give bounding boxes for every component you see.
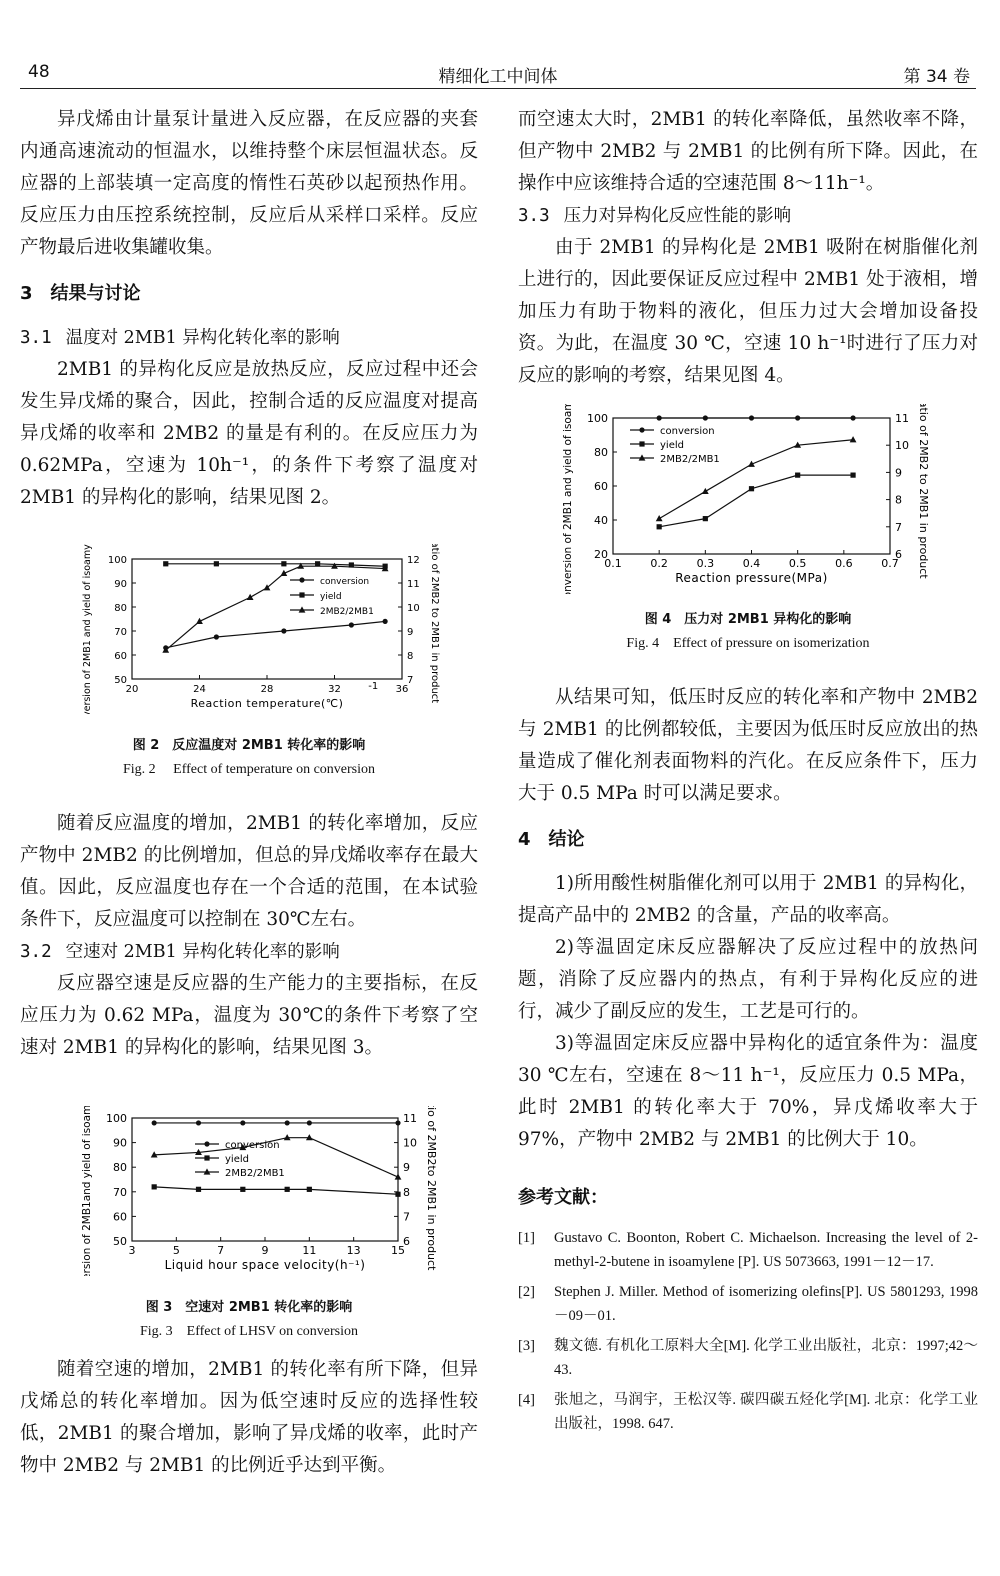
y-tick-label: 70 [114,627,127,638]
x-axis-label: Reaction pressure(MPa) [675,571,828,585]
y-right-tick-label: 12 [407,555,420,566]
y-right-tick-label: 9 [895,466,902,480]
x-tick-label: 0.4 [742,557,761,570]
data-point [163,561,168,566]
figure-2-chart [20,544,478,714]
x-tick-label: 36 [395,684,409,695]
paragraph: 反应器空速是反应器的生产能力的主要指标，在反应压力为 0.62 MPa，温度为 30℃的条件下考察了空速对 2MB1 的异构化的影响，结果见图 3。 [20,973,478,1058]
y-tick-label: 60 [114,651,127,662]
data-point [214,634,219,639]
y-right-axis-label: Ratio of 2MB2 to 2MB1 in product [429,544,440,704]
subsection-number: 3.2 [20,942,52,962]
reference-number: [4] [518,1392,535,1408]
caption-en: Fig. 4 Effect of pressure on isomerization [626,636,870,651]
legend-marker [299,592,304,597]
data-point [307,1120,312,1125]
x-tick-label: 0.7 [881,557,899,570]
paragraph: 异戊烯由计量泵计量进入反应器，在反应器的夹套内通高速流动的恒温水，以维持整个床层恒温状态。反应器的上部装填一定高度的惰性石英砂以起预热作用。反应压力由压控系统控制，反应后从采样口采样。反应产物最后进收集罐收集。 [20,109,478,258]
legend-marker [639,427,644,432]
legend-label: conversion [660,426,715,437]
reference-text: Stephen J. Miller. Method of isomerizing olefins[P]. US 5801293, 1998－09－01. [554,1284,978,1324]
y-right-tick-label: 11 [407,579,420,590]
x-tick-label: 20 [125,684,139,695]
data-point [850,473,855,478]
x-axis-label: Reaction temperature(℃) [190,697,344,710]
y-right-tick-label: 10 [403,1136,417,1150]
data-point [795,473,800,478]
y-tick-label: 60 [113,1210,127,1224]
y-tick-label: 20 [594,548,608,561]
y-right-tick-label: 6 [895,548,902,561]
caption-en: Fig. 2 Effect of temperature on conversion [122,762,376,777]
y-axis-label: Conversion of 2MB1 and yield of isoamylenes [562,404,574,594]
data-point [285,1120,290,1125]
y-right-tick-label: 7 [407,675,414,686]
data-point [214,561,219,566]
caption-zh: 图 3 空速对 2MB1 转化率的影响 [145,1300,353,1315]
data-point [240,1120,245,1125]
figure-4-chart [518,404,978,594]
y-axis-label: Conversion of 2MB1and yield of isoamylenes(%) [81,1106,93,1276]
y-right-tick-label: 8 [403,1185,410,1199]
conclusion-item: 1)所用酸性树脂催化剂可以用于 2MB1 的异构化，提高产品中的 2MB2 的含量，产品的收率高。 [518,873,978,926]
right-column [518,104,978,1442]
y-tick-label: 100 [107,555,127,566]
running-header [20,62,976,89]
data-point [395,1120,400,1125]
legend-marker [299,577,304,582]
x-tick-label: 9 [261,1244,269,1257]
x-tick-label: 0.3 [696,557,715,570]
x-tick-label: 0.6 [835,557,853,570]
data-point [383,619,388,624]
legend-label: 2MB2/2MB1 [225,1168,285,1179]
figure-2-caption [20,734,478,782]
paragraph: 而空速太大时，2MB1 的转化率降低，虽然收率不降，但产物中 2MB2 与 2MB1 的比例有所下降。因此，在操作中应该维持合适的空速范围 8～11h⁻¹。 [518,109,978,194]
x-tick-label: 24 [193,684,206,695]
data-point [657,524,662,529]
legend-label: 2MB2/2MB1 [660,454,720,465]
reference-text: Gustavo C. Boonton, Robert C. Michaelson. Increasing the level of 2-methyl-2-butene in isoamylene [P]. US 5073663, 1991－12－17. [554,1230,978,1270]
subsection-heading [20,322,478,354]
figure-3 [20,1106,478,1354]
reference-item [518,1334,978,1382]
reference-item [518,1226,978,1274]
page-number: 48 [28,62,50,82]
reference-number: [3] [518,1338,535,1354]
subsection-number: 3.1 [20,328,52,348]
y-tick-label: 40 [594,514,608,527]
data-point [850,436,857,442]
caption-zh: 图 2 反应温度对 2MB1 转化率的影响 [132,738,366,753]
journal-title: 精细化工中间体 [438,67,558,87]
reference-number: [2] [518,1284,535,1300]
y-right-tick-label: 10 [407,603,420,614]
y-tick-label: 70 [113,1185,127,1199]
x-tick-label: 11 [302,1244,317,1257]
y-tick-label: 80 [594,446,608,459]
x-tick-label: 28 [260,684,274,695]
series-line [659,440,853,519]
data-point [702,488,709,494]
figure-4-caption [518,608,978,656]
figure-2 [20,544,478,777]
figure-4 [518,404,978,664]
x-axis-label: Liquid hour space velocity(h⁻¹) [164,1258,366,1272]
data-point [703,516,708,521]
y-right-tick-label: 9 [407,627,414,638]
data-point [285,1187,290,1192]
y-right-tick-label: 11 [403,1112,417,1125]
y-tick-label: 80 [114,603,127,614]
data-point [850,415,855,420]
left-column [20,104,478,1482]
x-tick-label: 0.5 [788,557,807,570]
section-heading: 4 结论 [518,829,585,850]
reference-list [518,1226,978,1436]
y-right-tick-label: 8 [895,493,902,507]
data-point [196,1120,201,1125]
conclusion-item: 3)等温固定床反应器中异构化的适宜条件为：温度 30 ℃左右，空速在 8～11 h⁻¹，反应压力 0.5 MPa，此时 2MB1 的转化率大于 70%，异戊烯收率大于 97%，产物中 2MB2 与 2MB1 的比例大于 10。 [518,1033,978,1150]
plot-frame [132,1118,398,1241]
legend-label: conversion [320,577,370,587]
legend-label: 2MB2/2MB1 [320,607,374,617]
y-right-tick-label: 8 [407,651,414,662]
legend-marker [204,1155,209,1160]
paragraph: 2MB1 的异构化反应是放热反应，反应过程中还会发生异戊烯的聚合，因此，控制合适的反应温度对提高异戊烯的收率和 2MB2 的量是有利的。在反应压力为 0.62MPa，空速为 10h⁻¹，的条件下考察了温度对 2MB1 的异构化的影响，结果见图 2。 [20,359,478,508]
y-right-tick-label: 7 [403,1210,410,1224]
reference-text: 张旭之，马润宇，王松汉等. 碳四碳五烃化学[M]. 北京：化学工业出版社，1998. 647. [554,1392,978,1432]
conclusion-item: 2)等温固定床反应器解决了反应过程中的放热问题，消除了反应器内的热点，有利于异构化反应的进行，减少了副反应的发生，工艺是可行的。 [518,937,978,1022]
x-tick-label: 5 [172,1244,180,1257]
data-point [307,1187,312,1192]
x-tick-label: 0.2 [650,557,668,570]
data-point [749,415,754,420]
data-point [657,415,662,420]
y-right-axis-label: Ratio of 2MB2to 2MB1 in product [425,1106,438,1271]
data-point [152,1184,157,1189]
caption-zh: 图 4 压力对 2MB1 异构化的影响 [644,612,852,627]
subsection-title: 温度对 2MB1 异构化转化率的影响 [65,328,340,348]
y-right-tick-label: 11 [895,412,909,425]
y-axis-label: Conversion of 2MB1 and yield of isoamylenes(%) [82,544,93,714]
data-point [196,1187,201,1192]
x-tick-label: 13 [346,1244,361,1257]
y-tick-label: 100 [587,412,608,425]
legend-label: yield [225,1154,249,1165]
reference-item [518,1388,978,1436]
figure-3-chart [20,1106,478,1276]
legend-label: conversion [225,1140,280,1151]
legend-marker [639,441,644,446]
data-point [281,561,286,566]
x-tick-label: 32 [328,684,341,695]
data-point [395,1192,400,1197]
paragraph: 由于 2MB1 的异构化是 2MB1 吸附在树脂催化剂上进行的，因此要保证反应过程中 2MB1 处于液相，增加压力有助于物料的液化，但压力过大会增加设备投资。为此，在温度 30 ℃，空速 10 h⁻¹时进行了压力对反应的影响的考察，结果见图 4。 [518,237,978,386]
legend-marker [204,1141,209,1146]
legend-label: yield [320,592,342,602]
y-tick-label: 100 [106,1112,127,1125]
y-tick-label: 50 [114,675,127,686]
y-right-axis-label: Ratio of 2MB2 to 2MB1 in product [917,404,930,579]
axis-mark-text: -1 [368,681,379,692]
y-right-tick-label: 9 [403,1161,410,1175]
paragraph: 随着反应温度的增加，2MB1 的转化率增加，反应产物中 2MB2 的比例增加，但总的异戊烯收率存在最大值。因此，反应温度也存在一个合适的范围，在本试验条件下，反应温度可以控制在 30℃左右。 [20,813,478,930]
y-tick-label: 90 [113,1136,127,1150]
y-right-tick-label: 6 [403,1235,410,1248]
section-heading: 3 结果与讨论 [20,283,141,304]
series-line [154,1187,398,1194]
references-heading: 参考文献： [518,1187,608,1208]
data-point [656,515,663,521]
x-tick-label: 15 [391,1244,405,1257]
y-right-tick-label: 10 [895,439,909,453]
y-right-tick-label: 7 [895,520,902,534]
x-tick-label: 3 [128,1244,136,1257]
data-point [703,415,708,420]
reference-number: [1] [518,1230,535,1246]
plot-frame [613,418,890,554]
paragraph: 随着空速的增加，2MB1 的转化率有所下降，但异戊烯总的转化率增加。因为低空速时反应的选择性较低，2MB1 的聚合增加，影响了异戊烯的收率，此时产物中 2MB2 与 2MB1 的比例近乎达到平衡。 [20,1359,478,1476]
y-tick-label: 80 [113,1161,127,1175]
figure-3-caption [20,1296,478,1344]
data-point [152,1120,157,1125]
legend-label: yield [660,440,684,451]
reference-text: 魏文德. 有机化工原料大全[M]. 化学工业出版社，北京：1997;42～43. [554,1338,978,1378]
subsection-heading [518,200,978,232]
data-point [240,1187,245,1192]
data-point [749,486,754,491]
y-tick-label: 60 [594,480,608,493]
subsection-title: 空速对 2MB1 异构化转化率的影响 [65,942,340,962]
x-tick-label: 0.1 [604,557,622,570]
subsection-title: 压力对异构化反应性能的影响 [563,206,792,226]
data-point [281,628,286,633]
volume-label: 第 34 卷 [903,67,970,87]
y-tick-label: 50 [113,1235,127,1248]
reference-item [518,1280,978,1328]
data-point [349,622,354,627]
data-point [247,594,254,600]
subsection-number: 3.3 [518,206,550,226]
x-tick-label: 7 [217,1244,225,1257]
caption-en: Fig. 3 Effect of LHSV on conversion [139,1324,358,1339]
y-tick-label: 90 [114,579,127,590]
paragraph: 从结果可知，低压时反应的转化率和产物中 2MB2 与 2MB1 的比例都较低，主要因为低压时反应放出的热量造成了催化剂表面物料的汽化。在反应条件下，压力大于 0.5 MPa 时可以满足要求。 [518,687,978,804]
subsection-heading [20,936,478,968]
data-point [795,415,800,420]
